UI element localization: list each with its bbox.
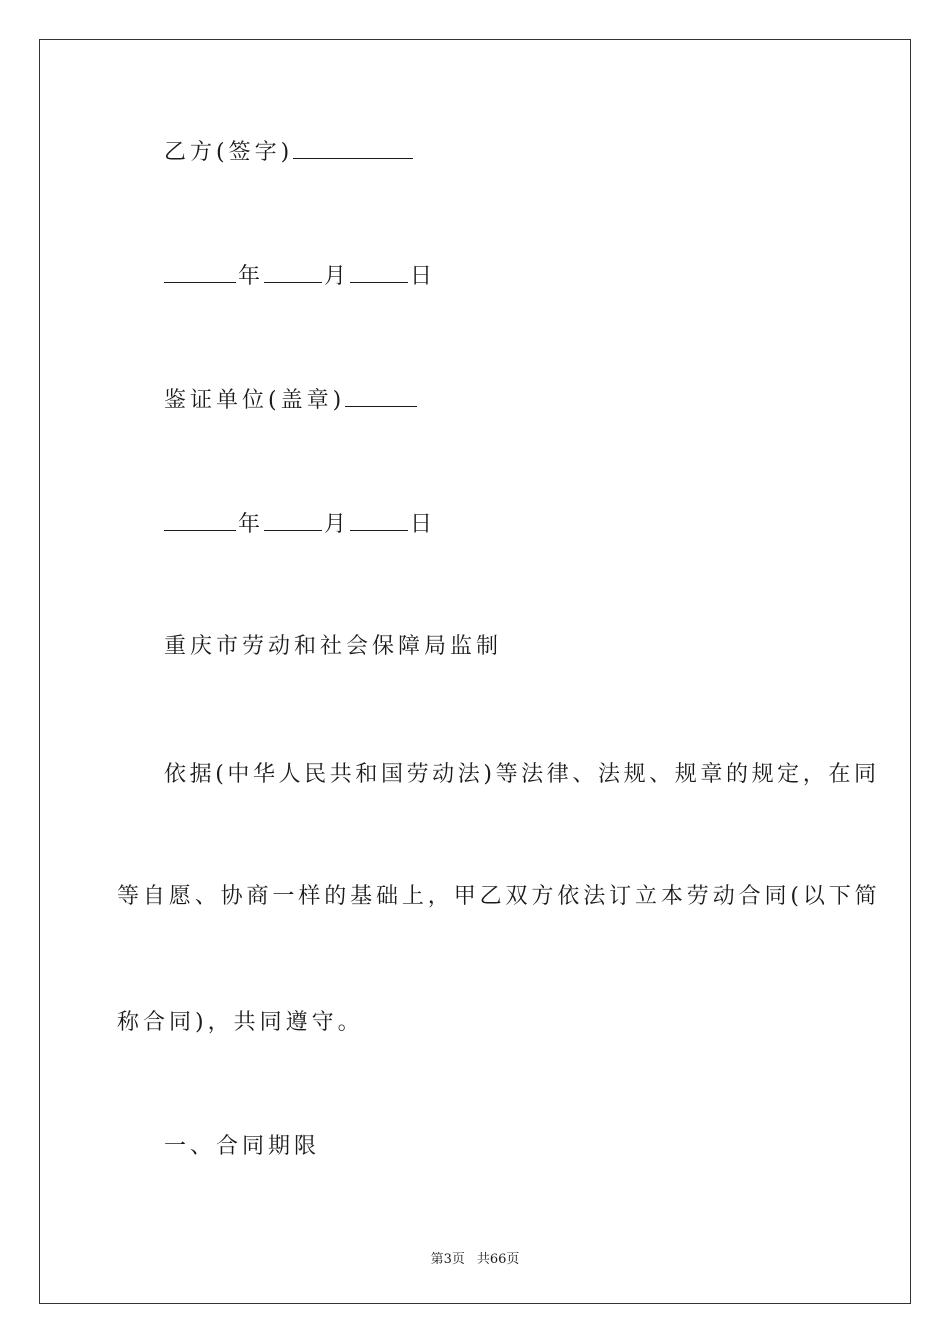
total-page-count: 共66页 xyxy=(476,1252,520,1267)
month-label-1: 月 xyxy=(324,264,351,289)
year-blank-2[interactable] xyxy=(164,508,236,531)
intro-paragraph-line-1: 依据(中华人民共和国劳动法)等法律、法规、规章的规定，在同 xyxy=(164,762,880,787)
month-blank-2[interactable] xyxy=(264,508,322,531)
intro-paragraph-line-2: 等自愿、协商一样的基础上，甲乙双方依法订立本劳动合同(以下简 xyxy=(117,884,881,909)
section-1-heading: 一、合同期限 xyxy=(164,1134,321,1159)
year-blank-1[interactable] xyxy=(164,260,236,283)
page-footer xyxy=(0,1248,950,1267)
certify-unit-label: 鉴证单位(盖章) xyxy=(164,388,346,413)
certify-unit-line xyxy=(164,384,419,416)
day-blank-2[interactable] xyxy=(350,508,408,531)
year-label-2: 年 xyxy=(238,512,265,537)
party-b-signature-blank[interactable] xyxy=(293,136,413,159)
certify-unit-blank[interactable] xyxy=(345,384,417,407)
party-b-signature-line xyxy=(164,136,415,168)
day-label-1: 日 xyxy=(410,264,437,289)
date-line-1 xyxy=(164,260,436,292)
intro-paragraph-line-3: 称合同)，共同遵守。 xyxy=(117,1010,364,1035)
year-label-1: 年 xyxy=(238,264,265,289)
day-blank-1[interactable] xyxy=(350,260,408,283)
day-label-2: 日 xyxy=(410,512,437,537)
page-border xyxy=(39,39,911,1304)
month-blank-1[interactable] xyxy=(264,260,322,283)
current-page-number: 第3页 xyxy=(430,1252,465,1267)
month-label-2: 月 xyxy=(324,512,351,537)
issuer-text: 重庆市劳动和社会保障局监制 xyxy=(164,634,503,659)
date-line-2 xyxy=(164,508,436,540)
party-b-sign-label: 乙方(签字) xyxy=(164,140,294,165)
